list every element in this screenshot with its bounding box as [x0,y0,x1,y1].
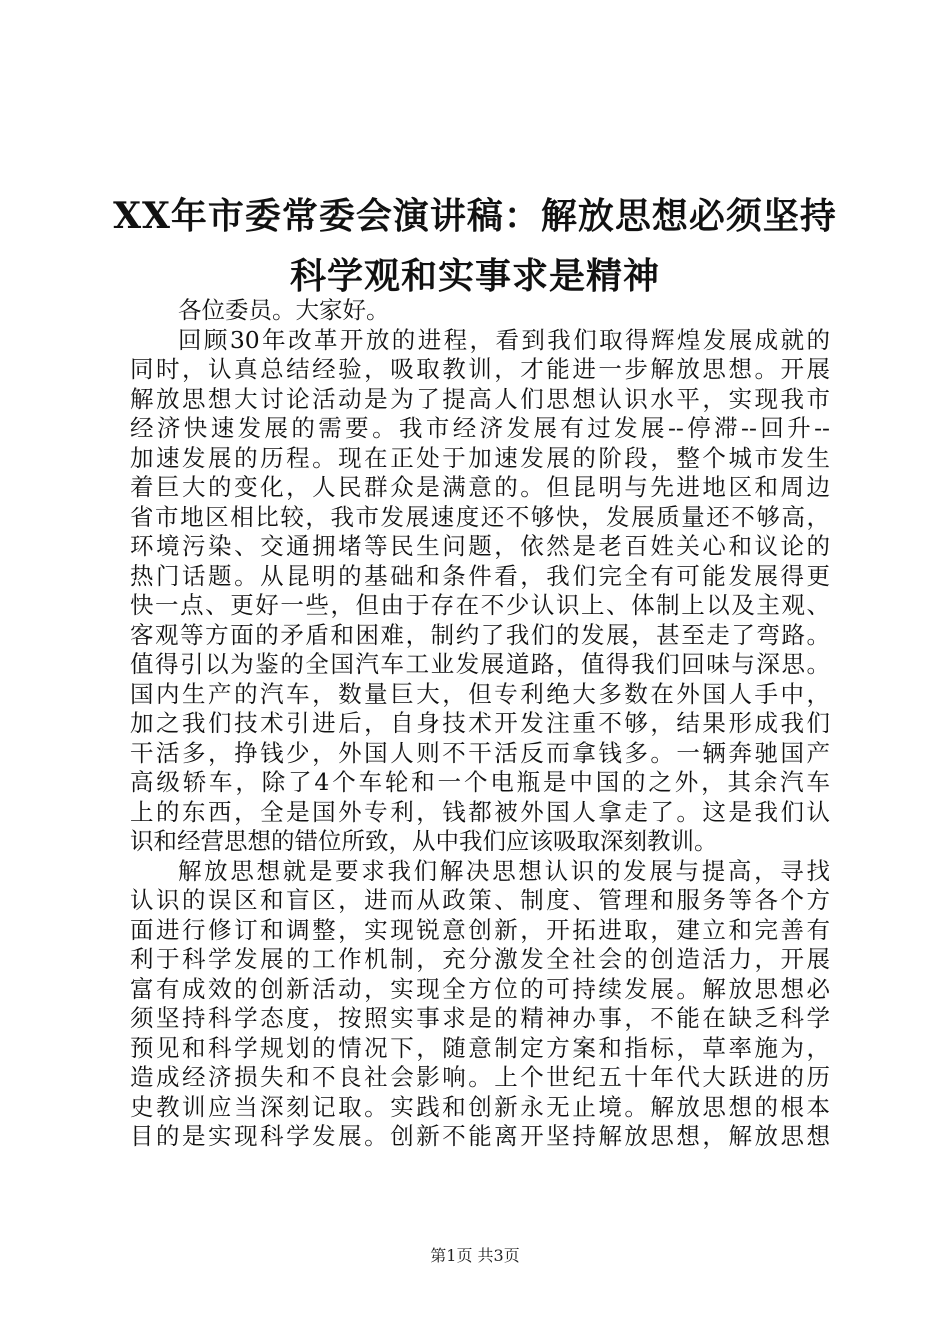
body-line: 热门话题。从昆明的基础和条件看，我们完全有可能发展得更 [130,561,830,590]
body-line: 解放思想就是要求我们解决思想认识的发展与提高，寻找 [178,856,830,885]
body-line: 加速发展的历程。现在正处于加速发展的阶段，整个城市发生 [130,443,830,472]
body-line: 客观等方面的矛盾和困难，制约了我们的发展，甚至走了弯路。 [130,620,830,649]
body-line: 史教训应当深刻记取。实践和创新永无止境。解放思想的根本 [130,1092,830,1121]
body-line: 识和经营思想的错位所致，从中我们应该吸取深刻教训。 [130,827,718,855]
document-body [130,296,830,1152]
body-line: 解放思想大讨论活动是为了提高人们思想认识水平，实现我市 [130,384,830,413]
document-title-line-1: XX年市委常委会演讲稿：解放思想必须坚持 [113,195,837,237]
body-line: 造成经济损失和不良社会影响。上个世纪五十年代大跃进的历 [130,1063,830,1091]
body-line: 富有成效的创新活动，实现全方位的可持续发展。解放思想必 [130,974,830,1003]
body-line: 加之我们技术引进后，自身技术开发注重不够，结果形成我们 [130,709,830,737]
body-line: 各位委员。大家好。 [178,296,390,324]
body-line: 经济快速发展的需要。我市经济发展有过发展--停滞--回升-- [130,414,830,442]
body-line: 省市地区相比较，我市发展速度还不够快，发展质量还不够高， [130,502,830,531]
body-line: 值得引以为鉴的全国汽车工业发展道路，值得我们回味与深思。 [130,650,830,678]
body-line: 环境污染、交通拥堵等民生问题，依然是老百姓关心和议论的 [130,532,830,560]
body-line: 同时，认真总结经验，吸取教训，才能进一步解放思想。开展 [130,355,830,383]
body-line: 利于科学发展的工作机制，充分激发全社会的创造活力，开展 [130,945,830,973]
body-line: 国内生产的汽车，数量巨大，但专利绝大多数在外国人手中， [130,679,830,708]
body-line: 目的是实现科学发展。创新不能离开坚持解放思想，解放思想 [130,1122,830,1150]
body-line: 须坚持科学态度，按照实事求是的精神办事，不能在缺乏科学 [130,1004,830,1032]
body-line: 干活多，挣钱少，外国人则不干活反而拿钱多。一辆奔驰国产 [130,738,830,767]
body-line: 预见和科学规划的情况下，随意制定方案和指标，草率施为， [130,1033,830,1062]
body-line: 快一点、更好一些，但由于存在不少认识上、体制上以及主观、 [130,591,830,619]
body-line: 高级轿车，除了4个车轮和一个电瓶是中国的之外，其余汽车 [130,768,830,796]
body-line: 面进行修订和调整，实现锐意创新，开拓进取，建立和完善有 [130,915,830,944]
body-line: 回顾30年改革开放的进程，看到我们取得辉煌发展成就的 [178,325,830,354]
body-line: 认识的误区和盲区，进而从政策、制度、管理和服务等各个方 [130,886,830,914]
body-line: 上的东西，全是国外专利，钱都被外国人拿走了。这是我们认 [130,797,830,826]
body-line: 着巨大的变化，人民群众是满意的。但昆明与先进地区和周边 [130,473,830,501]
page-number-footer: 第1页 共3页 [430,1246,520,1265]
document-title-line-2: 科学观和实事求是精神 [289,255,660,297]
